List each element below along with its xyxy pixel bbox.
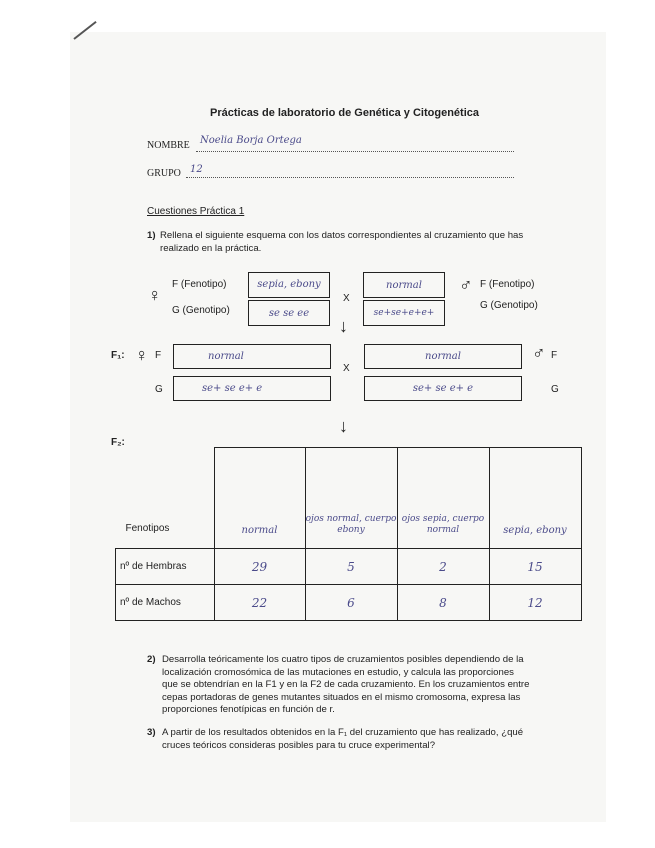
- f1-female-fenotipo-box: normal: [173, 344, 331, 369]
- table-cell: 12: [489, 585, 581, 621]
- f1-male-fenotipo-box: normal: [364, 344, 522, 369]
- male-genotipo-box: se+se+e+e+: [363, 300, 445, 326]
- row-label: nº de Hembras: [116, 549, 215, 585]
- f1-female-genotipo-box: se+ se e+ e: [173, 376, 331, 401]
- row-label: nº de Machos: [116, 585, 215, 621]
- grupo-value: 12: [190, 164, 203, 175]
- table-row: [116, 549, 582, 585]
- grupo-label: GRUPO: [147, 168, 181, 179]
- question-2-text: Desarrolla teóricamente los cuatro tipos de cruzamientos posibles dependiendo de la localización cromosómica de las mutaciones en estudio, y calcula las proporciones que se obtendrían en la F1 y en la F2 de cada cruzamiento. En los cruzamientos entre cepas portadoras de genes mutantes situados en el mismo cromosoma, expresa las proporciones fenotípicas en función de r.: [162, 654, 530, 715]
- page-title: Prácticas de laboratorio de Genética y Citogenética: [210, 107, 479, 119]
- grupo-line: [186, 177, 514, 178]
- phenotype-header-1: ojos normal, cuerpo ebony: [305, 448, 397, 549]
- section-title: Cuestiones Práctica 1: [147, 206, 245, 217]
- question-2-number: 2): [147, 654, 156, 665]
- f2-label: F₂:: [111, 437, 125, 448]
- male-genotipo-label: G (Genotipo): [480, 300, 538, 311]
- male-fenotipo-label: F (Fenotipo): [480, 279, 535, 290]
- cross-symbol: X: [343, 293, 350, 304]
- phenotype-header-3: sepia, ebony: [489, 448, 581, 549]
- fenotipos-header: Fenotipos: [125, 523, 170, 534]
- table-cell: 6: [305, 585, 397, 621]
- phenotype-header-2: ojos sepia, cuerpo normal: [397, 448, 489, 549]
- female-genotipo-label: G (Genotipo): [172, 305, 230, 316]
- table-cell: 2: [397, 549, 489, 585]
- female-genotipo-box: se se ee: [248, 300, 330, 326]
- nombre-value: Noelia Borja Ortega: [200, 135, 302, 146]
- f1-male-genotipo-box: se+ se e+ e: [364, 376, 522, 401]
- phenotype-header-0: normal: [214, 448, 305, 549]
- table-cell: 15: [489, 549, 581, 585]
- f2-table: [115, 447, 582, 621]
- f1-female-symbol: ♀: [135, 345, 149, 365]
- table-cell: 8: [397, 585, 489, 621]
- table-cell: 22: [214, 585, 305, 621]
- f1-label: F₁:: [111, 350, 125, 361]
- arrow-down-icon: ↓: [339, 316, 348, 336]
- nombre-line: [196, 151, 514, 152]
- table-row: [116, 585, 582, 621]
- question-1-text: Rellena el siguiente esquema con los datos correspondientes al cruzamiento que has realizado en la práctica.: [160, 230, 524, 254]
- table-cell: 5: [305, 549, 397, 585]
- female-symbol: ♀: [148, 285, 162, 305]
- f1-female-g-label: G: [155, 384, 163, 395]
- male-symbol: ♂: [459, 275, 473, 295]
- question-3-number: 3): [147, 727, 156, 738]
- nombre-label: NOMBRE: [147, 140, 190, 151]
- male-fenotipo-box: normal: [363, 272, 445, 298]
- f1-female-f-label: F: [155, 350, 162, 361]
- f1-male-symbol: ♂: [532, 343, 546, 363]
- question-1-number: 1): [147, 230, 156, 241]
- table-cell: 29: [214, 549, 305, 585]
- f1-male-f-label: F: [551, 350, 558, 361]
- female-fenotipo-box: sepia, ebony: [248, 272, 330, 298]
- question-3-text: A partir de los resultados obtenidos en la F₁ del cruzamiento que has realizado, ¿qué cruces teóricos consideras posibles para tu cruce experimental?: [162, 727, 524, 751]
- f1-male-g-label: G: [551, 384, 559, 395]
- female-fenotipo-label: F (Fenotipo): [172, 279, 227, 290]
- arrow-down-icon: ↓: [339, 416, 348, 436]
- f1-cross-symbol: X: [343, 363, 350, 374]
